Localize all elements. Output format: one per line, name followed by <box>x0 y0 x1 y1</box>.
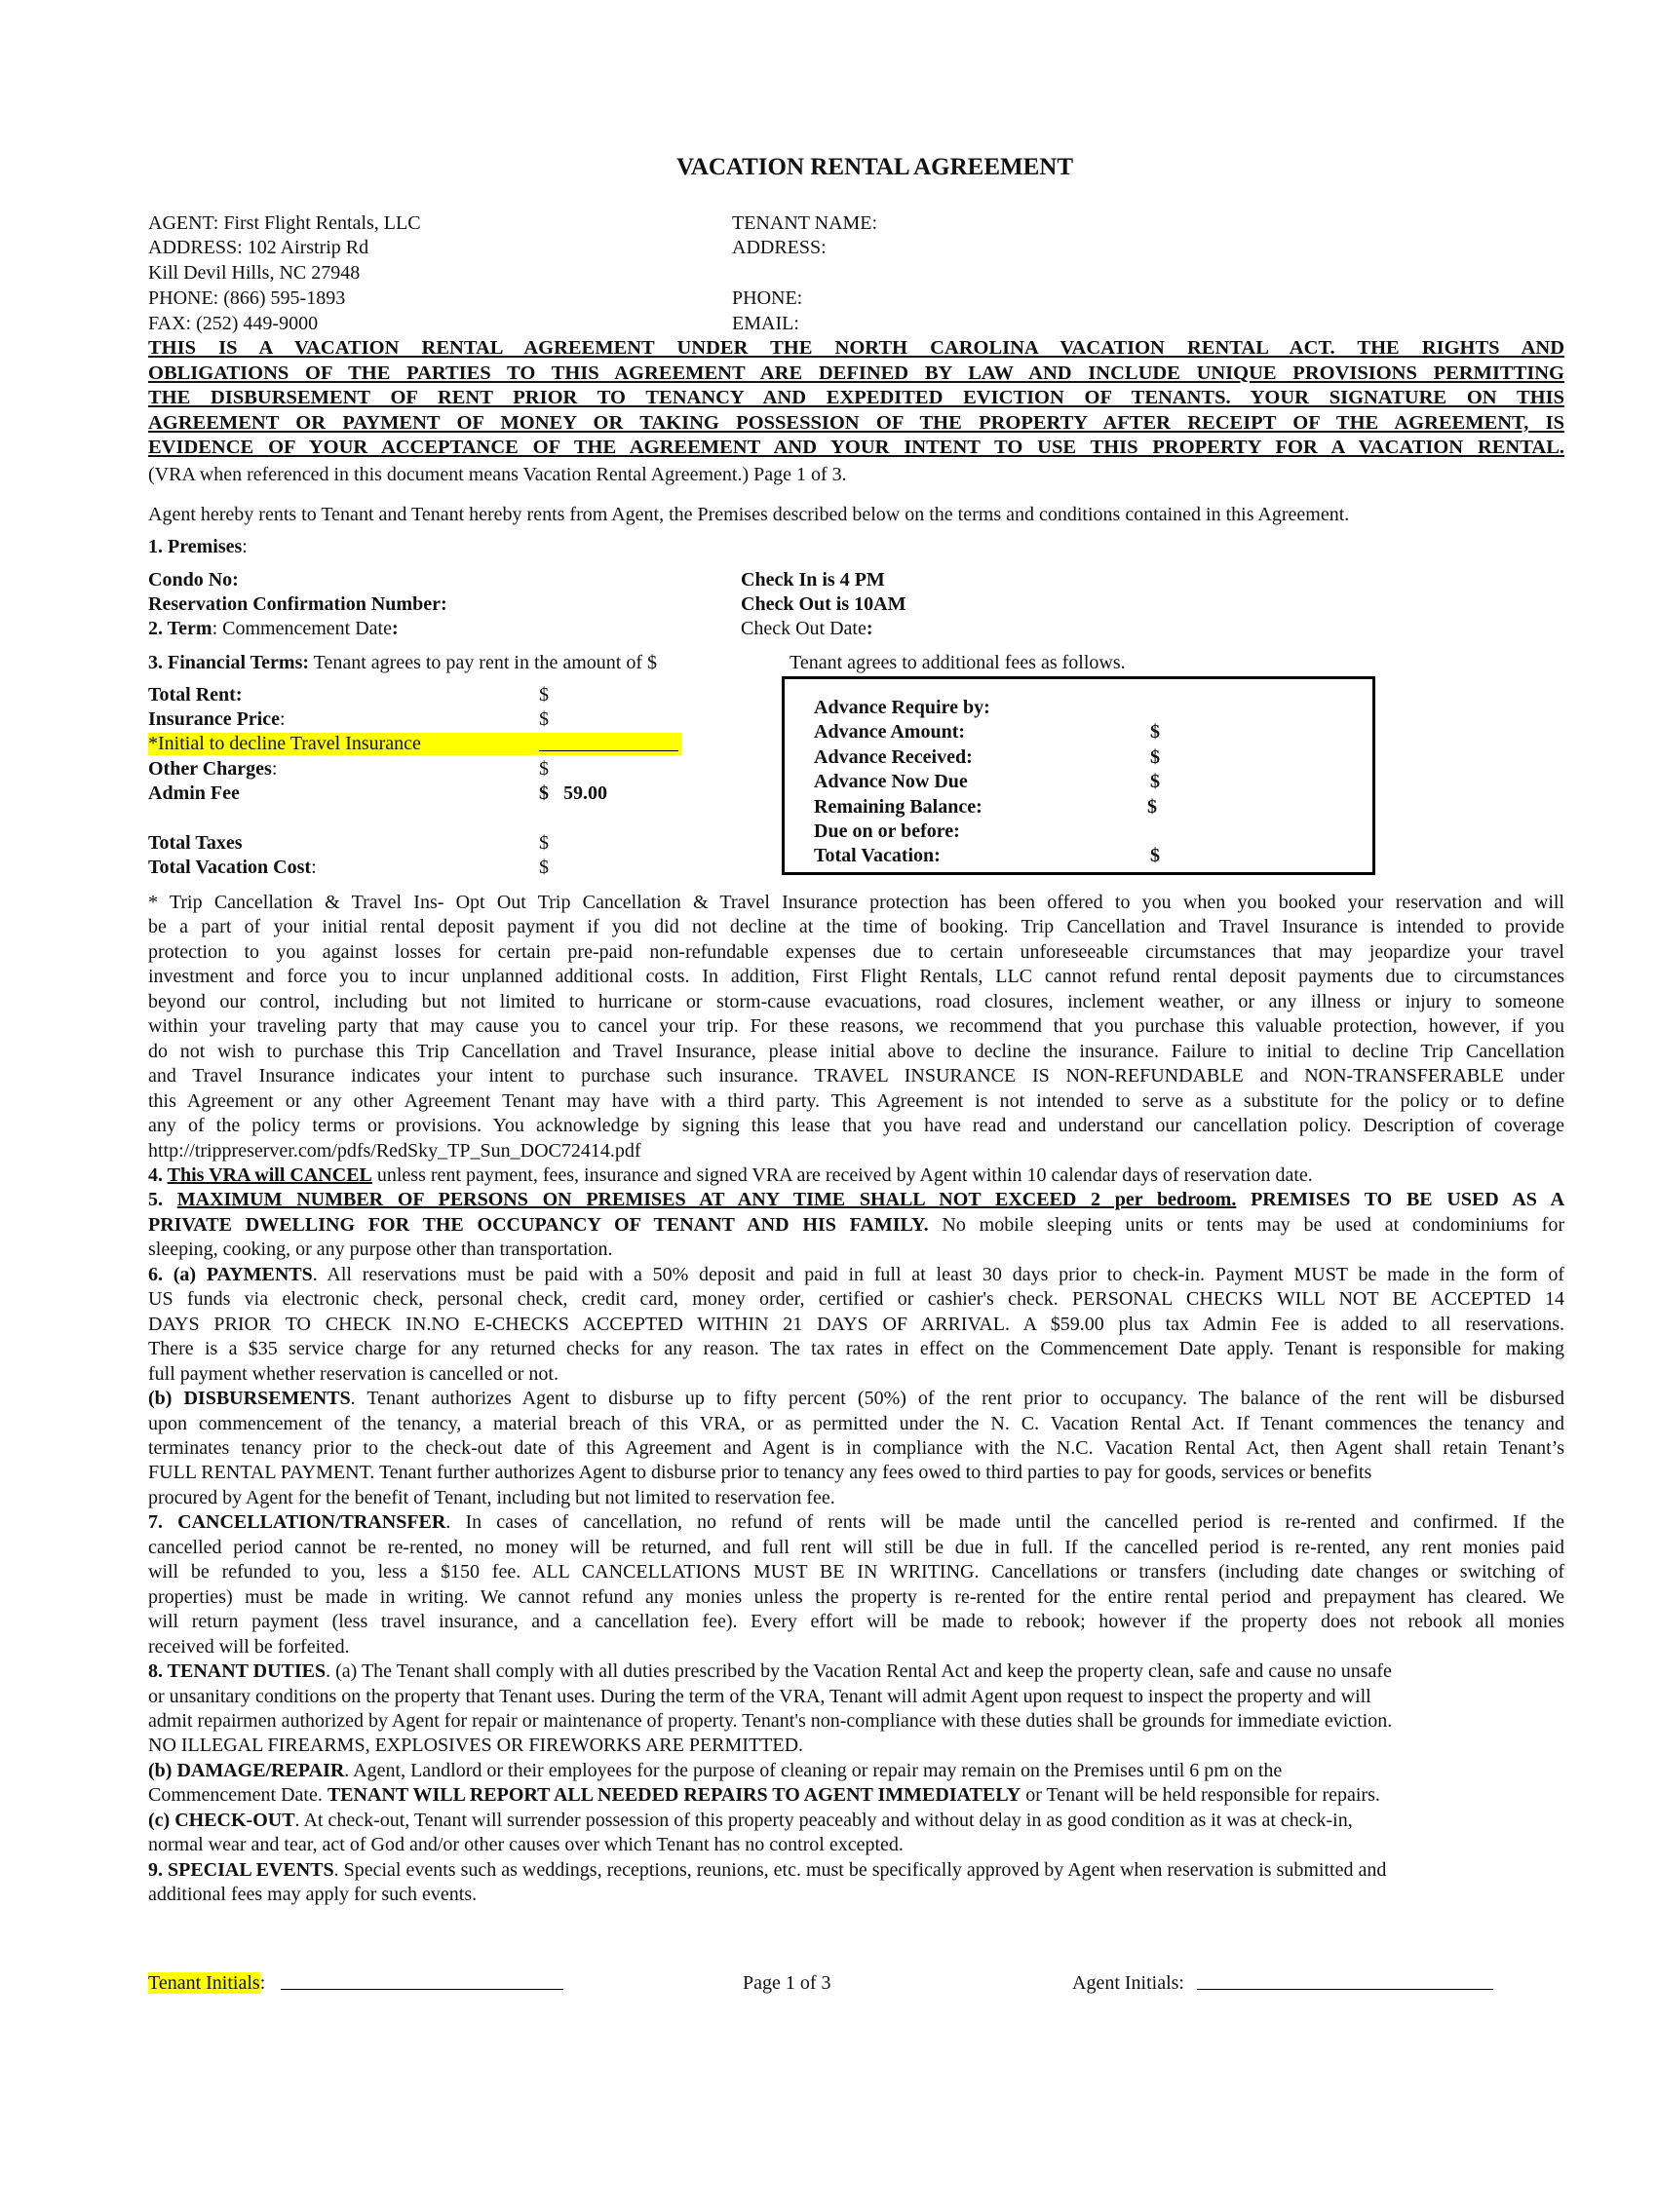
insurance-line: * Trip Cancellation & Travel Ins- Opt Out Trip Cancellation & Travel Insurance protection has been offered to you when you booked your reservation and will <box>148 892 1564 913</box>
section-8-line: NO ILLEGAL FIREARMS, EXPLOSIVES OR FIREWORKS ARE PERMITTED. <box>148 1735 804 1757</box>
intro-text: Agent hereby rents to Tenant and Tenant hereby rents from Agent, the Premises described below on the terms and conditions contained in this Agreement. <box>148 504 1350 525</box>
check-out-date-label: Check Out Date <box>741 618 867 639</box>
other-charges-colon: : <box>271 758 278 780</box>
section-7-line: will be refunded to you, less a $150 fee. ALL CANCELLATIONS MUST BE IN WRITING. Cancellations or transfers (including date changes or switching of <box>148 1561 1564 1583</box>
total-taxes-amount[interactable]: $ <box>539 832 549 854</box>
decline-insurance-initial-line[interactable] <box>539 750 678 751</box>
additional-fees-text: Tenant agrees to additional fees as follows. <box>790 652 1126 673</box>
section-7-text: . In cases of cancellation, no refund of rents will be made until the cancelled period is re-rented and confirmed. If the <box>445 1511 1564 1534</box>
section-8b-line <box>148 1759 1564 1783</box>
section-6a-line: DAYS PRIOR TO CHECK IN.NO E-CHECKS ACCEPTED WITHIN 21 DAYS OF ARRIVAL. A $59.00 plus tax Admin Fee is added to all reservations. <box>148 1313 1564 1335</box>
section-5 <box>148 1188 1564 1262</box>
insurance-line: within your traveling party that may cause you to cancel your trip. For these reasons, we recommend that you purchase this valuable protection, however, if you <box>148 1015 1564 1038</box>
agreement-body <box>148 891 1564 1908</box>
section-6b-heading: (b) DISBURSEMENTS <box>148 1388 351 1410</box>
section-4-lead: This VRA will CANCEL <box>167 1163 372 1186</box>
total-taxes-label: Total Taxes <box>148 832 243 854</box>
section-6a-line: US funds via electronic check, personal check, credit card, money order, certified or cashier's check. PERSONAL CHECKS WILL NOT BE ACCEPTED 14 <box>148 1288 1564 1311</box>
commencement-label: : Commencement Date <box>212 618 392 639</box>
section-8c-heading: (c) CHECK-OUT <box>148 1809 295 1831</box>
section-5-line <box>148 1213 1564 1238</box>
agent-address: ADDRESS: 102 Airstrip Rd <box>148 237 369 258</box>
insurance-price-amount[interactable]: $ <box>539 708 549 730</box>
financial-terms-label: 3. Financial Terms: <box>148 652 310 673</box>
admin-fee-label: Admin Fee <box>148 782 240 804</box>
insurance-line: beyond our control, including but not limited to hurricane or storm-cause evacuations, road closures, inclement weather, or any illness or injury to someone <box>148 990 1564 1012</box>
total-vacation-label: Total Vacation: <box>814 845 941 866</box>
total-vacation-value[interactable]: $ <box>1150 845 1160 866</box>
disclaimer-line: EVIDENCE OF YOUR ACCEPTANCE OF THE AGREEMENT AND YOUR INTENT TO USE THIS PROPERTY FOR A VACATION RENTAL. <box>148 437 1564 458</box>
section-7-line: received will be forfeited. <box>148 1635 350 1658</box>
advance-amount-row <box>814 720 1160 744</box>
section-8b-damage-repair <box>148 1759 1564 1809</box>
tenant-initials-line[interactable] <box>281 1989 563 1990</box>
agent-city: Kill Devil Hills, NC 27948 <box>148 262 361 284</box>
insurance-line: do not wish to purchase this Trip Cancellation and Travel Insurance, please initial above to decline the insurance. Failure to initial to decline Trip Cancellation <box>148 1040 1564 1062</box>
section-5-line: sleeping, cooking, or any purpose other than transportation. <box>148 1239 613 1261</box>
rent-amount-text: Tenant agrees to pay rent in the amount of $ <box>309 652 658 673</box>
section-8b-text: . Agent, Landlord or their employees for the purpose of cleaning or repair may remain on the Premises until 6 pm on the <box>344 1759 1283 1781</box>
tenant-phone-field[interactable]: PHONE: <box>732 287 803 309</box>
agent-initials-line[interactable] <box>1197 1989 1493 1990</box>
section-8-text: . (a) The Tenant shall comply with all duties prescribed by the Vacation Rental Act and keep the property clean, safe and cause no unsafe <box>326 1660 1392 1683</box>
section-4-line <box>148 1163 1564 1188</box>
remaining-balance-label: Remaining Balance: <box>814 796 983 818</box>
section-6b-line: upon commencement of the tenancy, a material breach of this VRA, or as permitted under the N. C. Vacation Rental Act. If Tenant commences the tenancy and <box>148 1412 1564 1434</box>
tenant-email-field[interactable]: EMAIL: <box>732 313 799 334</box>
total-vacation-cost-amount[interactable]: $ <box>539 857 549 878</box>
section-8b-text: Commencement Date. <box>148 1784 328 1807</box>
term-commencement-field[interactable] <box>148 617 399 641</box>
section-7-heading: 7. CANCELLATION/TRANSFER <box>148 1511 446 1534</box>
section-8-line: admit repairmen authorized by Agent for repair or maintenance of property. Tenant's non-compliance with these duties shall be grounds for immediate eviction. <box>148 1709 1393 1732</box>
section-8c-text: . At check-out, Tenant will surrender possession of this property peaceably and without delay in as good condition as it was at check-in, <box>294 1809 1353 1831</box>
advance-require-by-row <box>814 696 990 720</box>
section-5-bold-text: PREMISES TO BE USED AS A <box>1236 1189 1565 1211</box>
advance-amount-label: Advance Amount: <box>814 721 966 743</box>
insurance-price-label <box>148 707 286 732</box>
section-8b-bold-text: TENANT WILL REPORT ALL NEEDED REPAIRS TO AGENT IMMEDIATELY <box>327 1784 1021 1807</box>
advance-now-due-value[interactable]: $ <box>1150 771 1160 792</box>
total-rent-label: Total Rent: <box>148 684 243 706</box>
section-5-bold-text-2: PRIVATE DWELLING FOR THE OCCUPANCY OF TENANT AND HIS FAMILY. <box>148 1213 929 1236</box>
advance-received-label: Advance Received: <box>814 746 973 768</box>
agent-name: AGENT: First Flight Rentals, LLC <box>148 212 421 234</box>
check-out-date-colon: : <box>866 618 873 639</box>
tenant-name-field[interactable]: TENANT NAME: <box>732 212 878 234</box>
section-6b-line: FULL RENTAL PAYMENT. Tenant further authorizes Agent to disburse prior to tenancy any fees owed to third parties to pay for goods, services or benefits <box>148 1462 1372 1484</box>
check-out-time: Check Out is 10AM <box>741 593 906 615</box>
section-6b-disbursements <box>148 1387 1564 1510</box>
disclaimer-line: THIS IS A VACATION RENTAL AGREEMENT UNDER THE NORTH CAROLINA VACATION RENTAL ACT. THE RIGHTS AND <box>148 337 1564 359</box>
section-4-text: unless rent payment, fees, insurance and signed VRA are received by Agent within 10 calendar days of reservation date. <box>371 1163 1313 1186</box>
section-6a-payments <box>148 1263 1564 1387</box>
insurance-line: protection to you against losses for certain pre-paid non-refundable expenses due to certain unforeseeable circumstances that may jeopardize your travel <box>148 940 1564 963</box>
section-8-heading: 8. TENANT DUTIES <box>148 1660 327 1683</box>
tenant-address-field[interactable]: ADDRESS: <box>732 237 827 258</box>
section-8-line: or unsanitary conditions on the property that Tenant uses. During the term of the VRA, Tenant will admit Agent upon request to inspect the property and will <box>148 1685 1371 1707</box>
remaining-balance-value[interactable]: $ <box>1147 796 1157 818</box>
advance-received-value[interactable]: $ <box>1150 746 1160 768</box>
advance-require-by-label: Advance Require by: <box>814 697 990 718</box>
admin-fee-amount: $ 59.00 <box>539 782 607 804</box>
advance-received-row <box>814 745 1160 770</box>
total-vacation-cost-colon: : <box>311 857 317 878</box>
financial-terms-heading <box>148 651 657 675</box>
section-5-occupancy-limit: MAXIMUM NUMBER OF PERSONS ON PREMISES AT ANY TIME SHALL NOT EXCEED 2 per bedroom. <box>176 1189 1237 1211</box>
due-on-or-before-row <box>814 820 960 844</box>
section-6a-line <box>148 1263 1564 1287</box>
vra-note: (VRA when referenced in this document means Vacation Rental Agreement.) Page 1 of 3. <box>148 464 847 485</box>
disclaimer-line: OBLIGATIONS OF THE PARTIES TO THIS AGREEMENT ARE DEFINED BY LAW AND INCLUDE UNIQUE PROVISIONS PERMITTING <box>148 362 1564 384</box>
insurance-paragraph <box>148 891 1564 1163</box>
section-8-line <box>148 1659 1564 1684</box>
insurance-line: any of the policy terms or provisions. You acknowledge by signing this lease that you have read and understand our cancellation policy. Description of coverage <box>148 1115 1564 1137</box>
advance-amount-value[interactable]: $ <box>1150 721 1160 743</box>
other-charges-label <box>148 757 277 782</box>
section-6b-line <box>148 1387 1564 1411</box>
insurance-line: be a part of your initial rental deposit payment if you did not decline at the time of booking. Trip Cancellation and Travel Insurance is intended to provide <box>148 916 1564 938</box>
section-8c-line <box>148 1809 1564 1833</box>
check-in-time: Check In is 4 PM <box>741 569 885 591</box>
page-number: Page 1 of 3 <box>743 1972 831 1994</box>
term-heading: 2. Term <box>148 618 212 639</box>
section-9-line <box>148 1858 1564 1883</box>
section-6b-line: procured by Agent for the benefit of Tenant, including but not limited to reservation fee. <box>148 1486 835 1508</box>
section-5-line <box>148 1188 1564 1212</box>
check-out-date-field[interactable] <box>741 617 873 641</box>
premises-heading-colon: : <box>242 536 248 557</box>
insurance-line: investment and force you to incur unplanned additional costs. In addition, First Flight Rentals, LLC cannot refund rental deposit payments due to circumstances <box>148 966 1564 988</box>
premises-heading-label: 1. Premises <box>148 536 243 557</box>
section-8b-heading: (b) DAMAGE/REPAIR <box>148 1759 345 1781</box>
premises-heading <box>148 535 248 559</box>
section-7-cancellation <box>148 1510 1564 1659</box>
remaining-balance-row <box>814 795 1157 820</box>
section-9-special-events <box>148 1858 1564 1908</box>
agent-fax: FAX: (252) 449-9000 <box>148 313 319 334</box>
section-8-tenant-duties <box>148 1659 1564 1759</box>
advance-payment-box <box>782 676 1375 875</box>
section-4-number: 4. <box>148 1163 168 1186</box>
section-6b-text: . Tenant authorizes Agent to disburse up to fifty percent (50%) of the rent prior to occupancy. The balance of the rent will be disbursed <box>350 1388 1564 1410</box>
other-charges-text: Other Charges <box>148 758 272 780</box>
insurance-line: this Agreement or any other Agreement Tenant may have with a third party. This Agreement is not intended to serve as a substitute for the policy or to define <box>148 1089 1564 1112</box>
section-7-line: cancelled period cannot be re-rented, no money will be returned, and full rent will still be due in full. If the cancelled period is re-rented, any rent monies paid <box>148 1536 1564 1558</box>
tenant-initials-label: Tenant Initials <box>148 1972 260 1994</box>
insurance-line: and Travel Insurance indicates your intent to purchase such insurance. TRAVEL INSURANCE IS NON-REFUNDABLE and NON-TRANSFERABLE under <box>148 1065 1564 1087</box>
disclaimer-line: THE DISBURSEMENT OF RENT PRIOR TO TENANCY AND EXPEDITED EVICTION OF TENANTS. YOUR SIGNATURE ON THIS <box>148 387 1564 408</box>
due-on-or-before-label: Due on or before: <box>814 820 960 842</box>
agent-initials-label: Agent Initials: <box>1072 1972 1184 1994</box>
document-title: VACATION RENTAL AGREEMENT <box>675 154 1074 180</box>
tenant-initials-colon: : <box>259 1972 266 1994</box>
total-rent-amount[interactable]: $ <box>539 684 549 706</box>
advance-now-due-label: Advance Now Due <box>814 771 968 792</box>
section-9-text: . Special events such as weddings, receptions, reunions, etc. must be specifically approved by Agent when reservation is submitted and <box>333 1858 1387 1881</box>
section-5-number: 5. <box>148 1189 177 1211</box>
condo-no-field[interactable]: Condo No: <box>148 569 239 591</box>
section-6a-text: . All reservations must be paid with a 50% deposit and paid in full at least 30 days prior to check-in. Payment MUST be made in the form of <box>312 1263 1564 1285</box>
section-8c-line: normal wear and tear, act of God and/or other causes over which Tenant has no control excepted. <box>148 1834 904 1856</box>
reservation-number-field[interactable]: Reservation Confirmation Number: <box>148 593 447 615</box>
decline-insurance-label: *Initial to decline Travel Insurance <box>148 733 421 754</box>
total-vacation-row <box>814 844 1160 868</box>
section-5-text: No mobile sleeping units or tents may be used at condominiums for <box>928 1213 1564 1236</box>
total-vacation-cost-text: Total Vacation Cost <box>148 857 312 878</box>
section-8b-text: or Tenant will be held responsible for repairs. <box>1021 1784 1380 1807</box>
section-9-line: additional fees may apply for such events. <box>148 1884 478 1906</box>
insurance-price-text: Insurance Price <box>148 708 280 730</box>
legal-disclaimer <box>148 336 1564 461</box>
total-vacation-cost-label <box>148 856 317 880</box>
section-4 <box>148 1163 1564 1188</box>
section-8c-check-out <box>148 1809 1564 1858</box>
section-7-line: will return payment (less travel insurance, and a cancellation fee). Every effort will be made to rebook; however if the property does not rebook all monies <box>148 1611 1564 1633</box>
section-8b-line <box>148 1783 1564 1808</box>
section-6a-line: There is a $35 service charge for any returned checks for any reason. The tax rates in effect on the Commencement Date apply. Tenant is responsible for making <box>148 1338 1564 1360</box>
commencement-colon: : <box>391 618 399 639</box>
agent-phone: PHONE: (866) 595-1893 <box>148 287 346 309</box>
section-7-line: properties) must be made in writing. We cannot refund any monies unless the property is re-rented for the entire rental period and prepayment has cleared. We <box>148 1585 1564 1608</box>
section-9-heading: 9. SPECIAL EVENTS <box>148 1858 334 1881</box>
insurance-price-colon: : <box>279 708 286 730</box>
section-6a-heading: 6. (a) PAYMENTS <box>148 1263 313 1285</box>
section-6b-line: terminates tenancy prior to the check-out date of this Agreement and Agent is in compliance with the N.C. Vacation Rental Act, then Agent shall retain Tenant’s <box>148 1436 1564 1459</box>
disclaimer-line: AGREEMENT OR PAYMENT OF MONEY OR TAKING POSSESSION OF THE PROPERTY AFTER RECEIPT OF THE AGREEMENT, IS <box>148 411 1564 434</box>
coverage-link[interactable]: http://trippreserver.com/pdfs/RedSky_TP_Sun_DOC72414.pdf <box>148 1139 641 1162</box>
section-7-line <box>148 1510 1564 1535</box>
section-6a-line: full payment whether reservation is cancelled or not. <box>148 1362 559 1385</box>
tenant-initials <box>148 1971 265 1996</box>
other-charges-amount[interactable]: $ <box>539 758 549 780</box>
advance-now-due-row <box>814 770 1160 794</box>
